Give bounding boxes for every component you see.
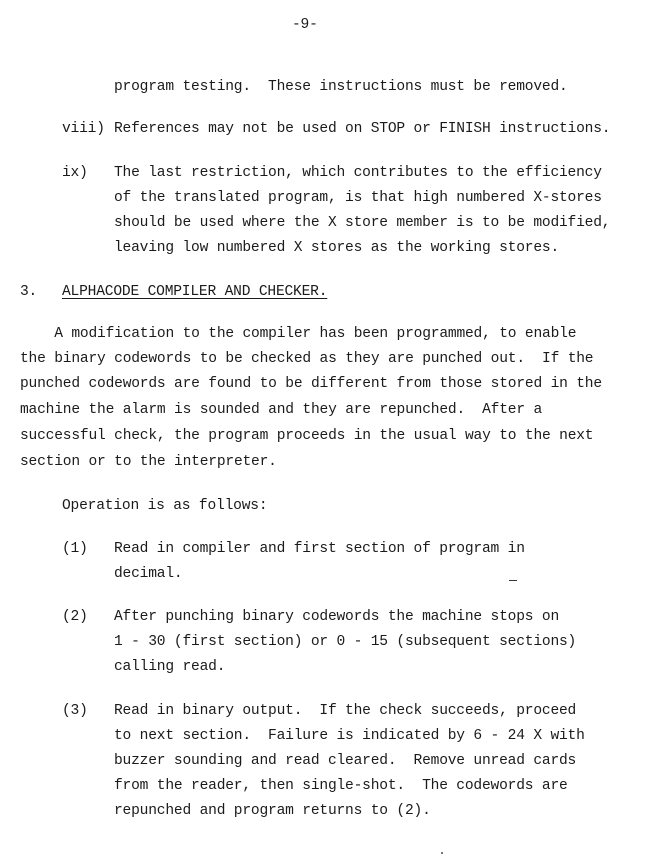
step-number-2: (2) — [62, 609, 88, 625]
step-3-line-5: repunched and program returns to (2). — [114, 803, 431, 819]
paragraph-line-2: the binary codewords to be checked as they are punched out. If the — [20, 351, 594, 367]
restriction-text-ix-line-4: leaving low numbered X stores as the working stores. — [114, 240, 559, 256]
step-1-line-1: Read in compiler and first section of program in — [114, 541, 525, 557]
paragraph-line-3: punched codewords are found to be different from those stored in the — [20, 376, 602, 392]
section-title: ALPHACODE COMPILER AND CHECKER. — [62, 284, 328, 300]
restriction-marker-ix: ix) — [62, 165, 88, 181]
step-2-line-1: After punching binary codewords the machine stops on — [114, 609, 559, 625]
step-2-line-2: 1 - 30 (first section) or 0 - 15 (subsequent sections) — [114, 634, 577, 650]
step-number-1: (1) — [62, 541, 88, 557]
step-3-line-4: from the reader, then single-shot. The codewords are — [114, 778, 568, 794]
restriction-text-ix-line-1: The last restriction, which contributes to the efficiency — [114, 165, 602, 181]
step-3-line-3: buzzer sounding and read cleared. Remove unread cards — [114, 753, 577, 769]
continuation-line: program testing. These instructions must be removed. — [114, 79, 568, 95]
paragraph-line-5: successful check, the program proceeds in the usual way to the next — [20, 428, 594, 444]
paragraph-line-4: machine the alarm is sounded and they are repunched. After a — [20, 402, 543, 418]
step-2-line-3: calling read. — [114, 659, 226, 675]
restriction-text-ix-line-3: should be used where the X store member is to be modified, — [114, 215, 611, 231]
restriction-text-viii: References may not be used on STOP or FINISH instructions. — [114, 121, 611, 137]
paragraph-line-1: A modification to the compiler has been programmed, to enable — [20, 326, 577, 342]
restriction-marker-viii: viii) — [62, 121, 105, 137]
stray-pen-mark — [509, 580, 517, 581]
step-1-line-2: decimal. — [114, 566, 183, 582]
stray-dot-mark — [441, 852, 443, 854]
step-3-line-2: to next section. Failure is indicated by 6 - 24 X with — [114, 728, 585, 744]
step-number-3: (3) — [62, 703, 88, 719]
step-3-line-1: Read in binary output. If the check succeeds, proceed — [114, 703, 577, 719]
page-number: -9- — [292, 17, 318, 33]
section-number: 3. — [20, 284, 38, 300]
restriction-text-ix-line-2: of the translated program, is that high numbered X-stores — [114, 190, 602, 206]
operation-intro: Operation is as follows: — [62, 498, 268, 514]
paragraph-line-6: section or to the interpreter. — [20, 454, 277, 470]
